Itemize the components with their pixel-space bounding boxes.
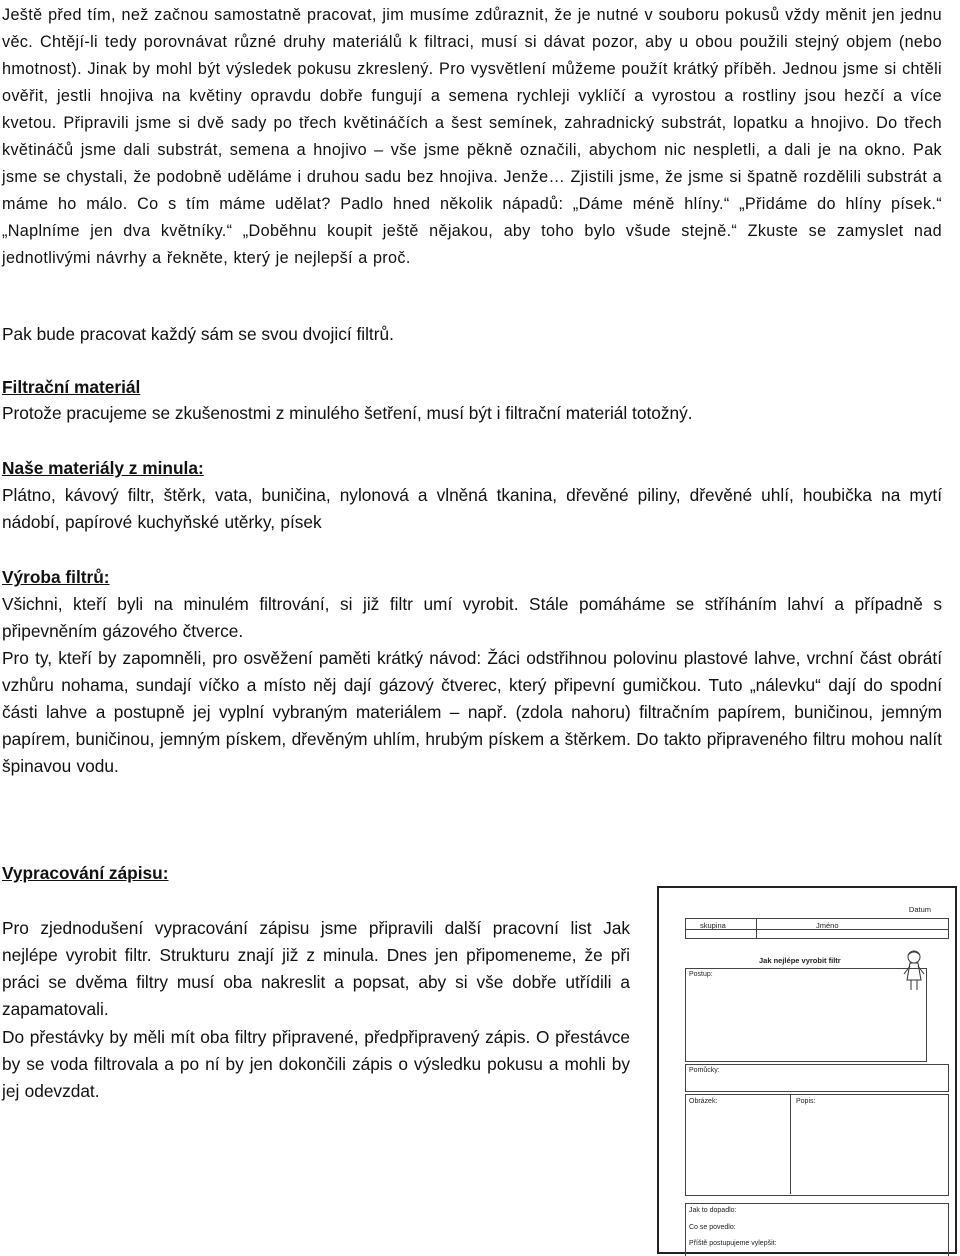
record-text-1: Pro zjednodušení vypracování zápisu jsme připravili další pracovní list Jak nejlépe vyrobit filtr. Strukturu znají již z minula. Dnes jen připomeneme, že při práci se dvěma filtry musí oba nakreslit a popsat, aby si vše dobře utřídili a zapamatovali. xyxy=(2,918,630,1019)
worksheet-thumbnail xyxy=(657,886,957,1254)
worksheet-picture-label: Obrázek: xyxy=(689,1098,718,1105)
worksheet-result-box xyxy=(685,1203,949,1256)
worksheet-header-divider xyxy=(686,929,948,930)
production-heading: Výroba filtrů: xyxy=(2,567,110,587)
intro-paragraph: Ještě před tím, než začnou samostatně pracovat, jim musíme zdůraznit, že je nutné v souboru pokusů vždy měnit jen jednu věc. Chtějí-li tedy porovnávat různé druhy materiálů k filtraci, musí si dávat pozor, aby u obou použili stejný objem (nebo hmotnost). Jinak by mohl být výsledek pokusu zkreslený. Pro vysvětlení můžeme použít krátký příběh. Jednou jsme si chtěli ověřit, jestli hnojiva na květiny opravdu dobře fungují a semena rychleji vyklíčí a vyrostou a rostliny jsou hezčí a více kvetou. Připravili jsme si dvě sady po třech květináčích a šest semínek, zahradnický substrát, lopatku a hnojivo. Do třech květináčů jsme dali substrát, semena a hnojivo – vše jsme pěkně označili, abychom nic nespletli, a dali je na okno. Pak jsme se chystali, že podobně uděláme i druhou sadu bez hnojiva. Jenže… Zjistili jsme, že jsme si špatně rozdělili substrát a máme ho málo. Co s tím máme udělat? Padlo hned několik nápadů: „Dáme méně hlíny.“ „Přidáme do hlíny písek.“ „Naplníme jen dva květníky.“ „Doběhnu koupit ještě nějakou, aby toho bylo všude stejně.“ Zkuste se zamyslet nad jednotlivými návrhy a řekněte, který je nejlepší a proč. xyxy=(2,6,942,267)
record-text-2: Do přestávky by měli mít oba filtry připravené, předpřipravený zápis. O přestávce by se voda filtrovala a po ní by jen dokončili zápis o výsledku pokusu a mohli by jej odevzdat. xyxy=(2,1027,630,1101)
materials-heading: Naše materiály z minula: xyxy=(2,458,204,478)
production-text-1: Všichni, kteří byli na minulém filtrování, si již filtr umí vyrobit. Stále pomáháme se stříháním lahví a případně s připevněním gázového čtverce. xyxy=(2,594,942,641)
filter-material-heading: Filtrační materiál xyxy=(2,377,141,397)
worksheet-improve-label: Příště postupujeme vylepšit: xyxy=(689,1240,777,1247)
worksheet-divider xyxy=(790,1094,791,1194)
filter-material-text: Protože pracujeme se zkušenostmi z minulého šetření, musí být i filtrační materiál totožný. xyxy=(2,403,693,423)
worksheet-tools-box xyxy=(685,1064,949,1092)
production-text-2: Pro ty, kteří by zapomněli, pro osvěžení paměti krátký návod: Žáci odstřihnou polovinu plastové lahve, vrchní část obrátí vzhůru nohama, sundají víčko a místo něj dají gázový čtverec, který připevní gumičkou. Tuto „nálevku“ dají do spodní části lahve a postupně jej vyplní vybraným materiálem – např. (zdola nahoru) filtračním papírem, buničinou, jemným papírem, buničinou, jemným pískem, dřevěným uhlím, hrubým pískem a štěrkem. Do takto připraveného filtru mohou nalít špinavou vodu. xyxy=(2,648,942,776)
intro-closing-line: Pak bude pracovat každý sám se svou dvojicí filtrů. xyxy=(2,324,394,344)
materials-text: Plátno, kávový filtr, štěrk, vata, buničina, nylonová a vlněná tkanina, dřevěné piliny, dřevěné uhlí, houbička na mytí nádobí, papírové kuchyňské utěrky, písek xyxy=(2,485,942,532)
worksheet-title: Jak nejlépe vyrobit filtr xyxy=(759,956,841,965)
worksheet-procedure-label: Postup: xyxy=(689,971,713,978)
worksheet-header-table xyxy=(685,918,949,939)
worksheet-tools-label: Pomůcky: xyxy=(689,1067,720,1074)
worksheet-procedure-box xyxy=(685,968,927,1062)
worksheet-name-label: Jméno xyxy=(816,921,839,930)
worksheet-result-label: Jak to dopadlo: xyxy=(689,1207,737,1214)
worksheet-drawing-box xyxy=(685,1094,949,1196)
worksheet-description-label: Popis: xyxy=(796,1098,816,1105)
worksheet-group-label: skupina xyxy=(700,921,726,930)
worksheet-datum-label: Datum xyxy=(908,905,931,914)
worksheet-success-label: Co se povedlo: xyxy=(689,1224,736,1231)
record-heading: Vypracování zápisu: xyxy=(2,863,169,883)
